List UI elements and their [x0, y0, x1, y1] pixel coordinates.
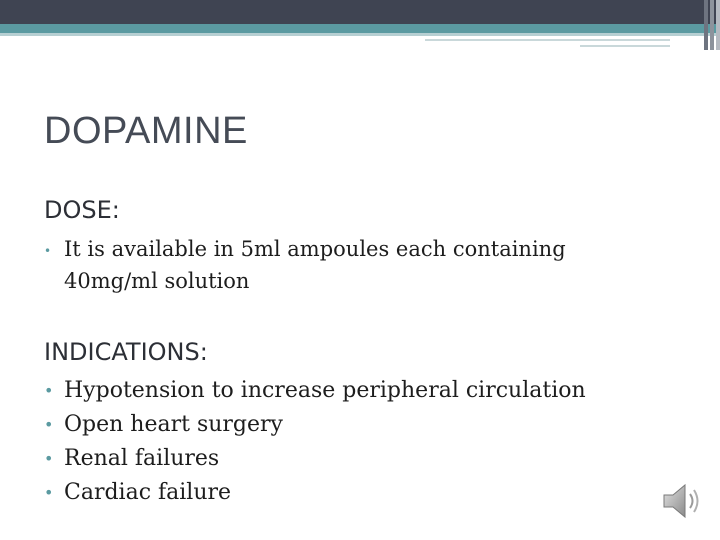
list-item [44, 476, 586, 510]
indications-list [44, 374, 586, 510]
indication-item-text: Hypotension to increase peripheral circulation [64, 378, 586, 403]
list-item [44, 233, 624, 297]
speaker-icon[interactable] [660, 478, 706, 524]
indication-item-text: Open heart surgery [64, 412, 283, 437]
list-item [44, 442, 586, 476]
bullet-dot-icon: • [44, 483, 54, 502]
list-item [44, 374, 586, 408]
bullet-dot-icon: • [44, 244, 52, 258]
decorative-bar [704, 0, 708, 50]
bullet-dot-icon: • [44, 381, 54, 400]
decorative-stripe [580, 45, 670, 47]
decorative-bar [710, 0, 714, 50]
bullet-dot-icon: • [44, 415, 54, 434]
indication-item-text: Renal failures [64, 446, 220, 471]
dose-heading: DOSE: [44, 196, 120, 224]
bullet-dot-icon: • [44, 449, 54, 468]
slide-title: DOPAMINE [44, 110, 248, 152]
header-bar-teal [0, 24, 720, 33]
header-bar-light [0, 33, 720, 36]
dose-list [44, 233, 624, 297]
indications-heading: INDICATIONS: [44, 338, 208, 366]
decorative-vertical-bars [694, 0, 720, 50]
dose-item-text: It is available in 5ml ampoules each containing 40mg/ml solution [64, 237, 566, 293]
list-item [44, 408, 586, 442]
decorative-stripe [425, 39, 670, 41]
indication-item-text: Cardiac failure [64, 480, 232, 505]
decorative-bar [716, 0, 720, 50]
header-bar-dark [0, 0, 720, 24]
